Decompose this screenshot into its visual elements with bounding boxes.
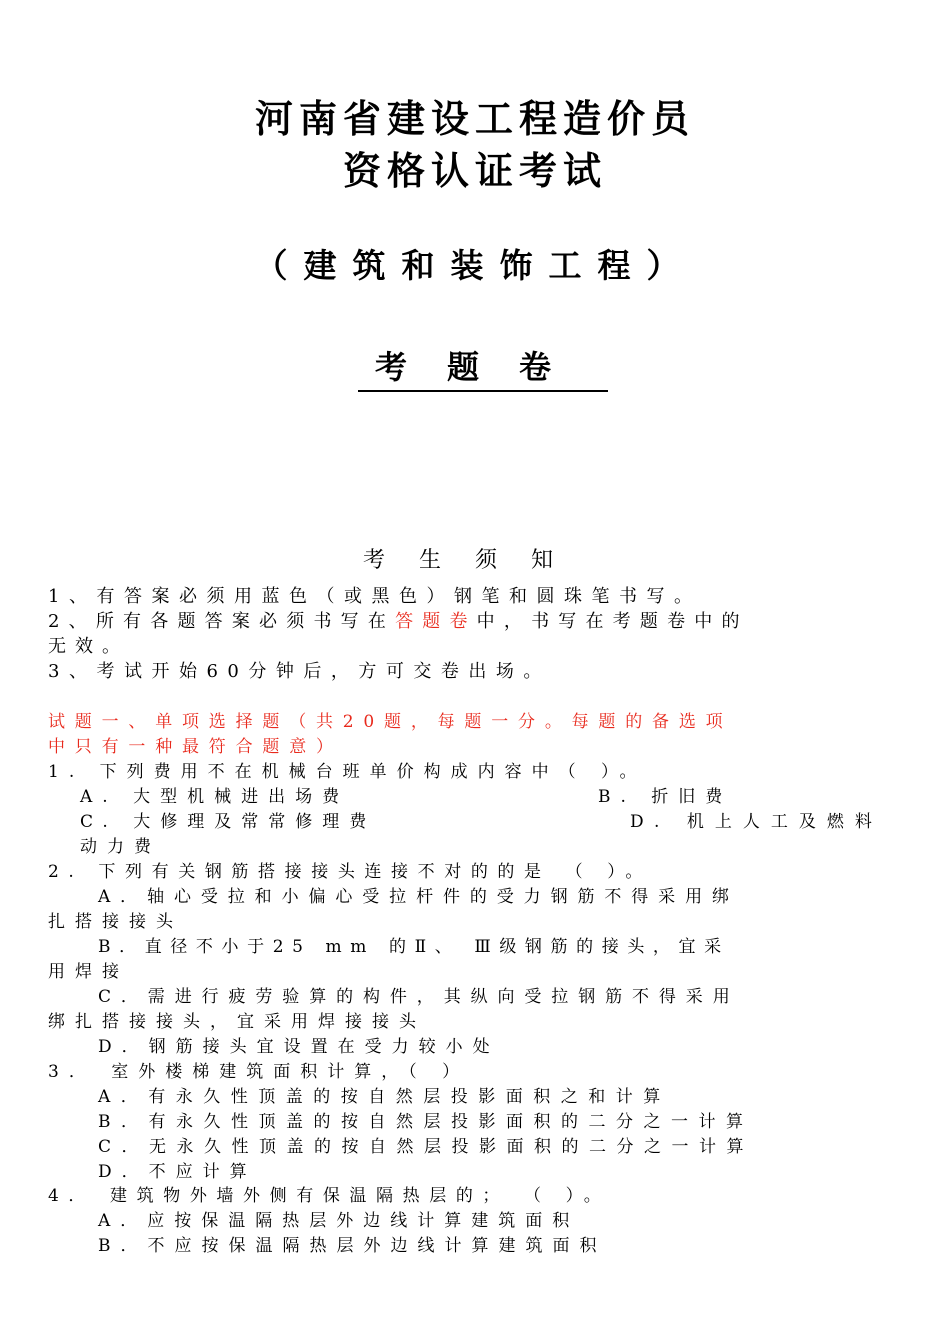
question-3-option-c: C．无永久性顶盖的按自然层投影面积的二分之一计算 <box>98 1137 755 1157</box>
question-1-option-d: D. 机上人工及燃料 <box>630 812 883 832</box>
exam-subtitle: （建筑和装饰工程） <box>254 246 696 285</box>
section-heading-line1: 试题一、单项选择题（共20题，每题一分。每题的备选项 <box>48 712 733 732</box>
question-4-option-a: A．应按保温隔热层外边线计算建筑面积 <box>98 1211 580 1231</box>
question-4-option-b: B．不应按保温隔热层外边线计算建筑面积 <box>98 1236 607 1256</box>
notice-item-2 <box>48 610 890 634</box>
question-2-option-b-continued: 用焊接 <box>48 962 129 982</box>
section-heading-line2: 中只有一种最符合题意） <box>48 737 343 757</box>
answer-sheet-highlight: 答题卷 <box>395 611 477 632</box>
exam-title-line2: 资格认证考试 <box>342 149 607 193</box>
question-2-option-d: D．钢筋接头宜设置在受力较小处 <box>98 1037 500 1057</box>
question-2-stem: 2. 下列有关钢筋搭接接头连接不对的的是 （ ）。 <box>48 862 652 882</box>
question-1-option-d-continued: 动力费 <box>80 837 161 857</box>
question-2-option-c: C．需进行疲劳验算的构件，其纵向受拉钢筋不得采用 <box>98 987 740 1007</box>
question-3-option-d: D．不应计算 <box>98 1162 257 1182</box>
question-2-option-a-continued: 扎搭接接头 <box>48 912 183 932</box>
question-4-stem: 4． 建筑物外墙外侧有保温隔热层的； （ ）。 <box>48 1186 611 1206</box>
question-1-option-a: A. 大型机械进出场费 <box>80 787 350 807</box>
question-3-option-a: A．有永久性顶盖的按自然层投影面积之和计算 <box>98 1087 671 1107</box>
question-1-option-b: B. 折旧费 <box>598 787 733 807</box>
notice-item-3: 3、考试开始60分钟后，方可交卷出场。 <box>48 661 551 682</box>
exam-title-line1: 河南省建设工程造价员 <box>254 97 695 141</box>
question-2-option-b: B．直径不小于25 mm 的Ⅱ、 Ⅲ级钢筋的接头，宜采 <box>98 937 730 957</box>
notice-item-2-continued: 无效。 <box>48 636 129 657</box>
question-2-option-a: A．轴心受拉和小偏心受拉杆件的受力钢筋不得采用绑 <box>98 887 739 907</box>
question-1-stem: 1. 下列费用不在机械台班单价构成内容中（ ）。 <box>48 762 647 782</box>
notice-heading: 考生须知 <box>362 548 587 573</box>
question-2-option-c-continued: 绑扎搭接接头，宜采用焊接接头 <box>48 1012 426 1032</box>
paper-type-heading: 考题卷 <box>358 342 608 392</box>
notice-item-2-text-a: 2、所有各题答案必须书写在 <box>48 611 396 632</box>
notice-item-2-text-b: 中，书写在考题卷中的 <box>476 611 749 632</box>
question-3-stem: 3． 室外楼梯建筑面积计算，（ ） <box>48 1062 470 1082</box>
question-1-option-c: C. 大修理及常常修理费 <box>80 812 377 832</box>
question-3-option-b: B．有永久性顶盖的按自然层投影面积的二分之一计算 <box>98 1112 754 1132</box>
notice-item-1: 1、有答案必须用蓝色（或黑色）钢笔和圆珠笔书写。 <box>48 586 702 607</box>
